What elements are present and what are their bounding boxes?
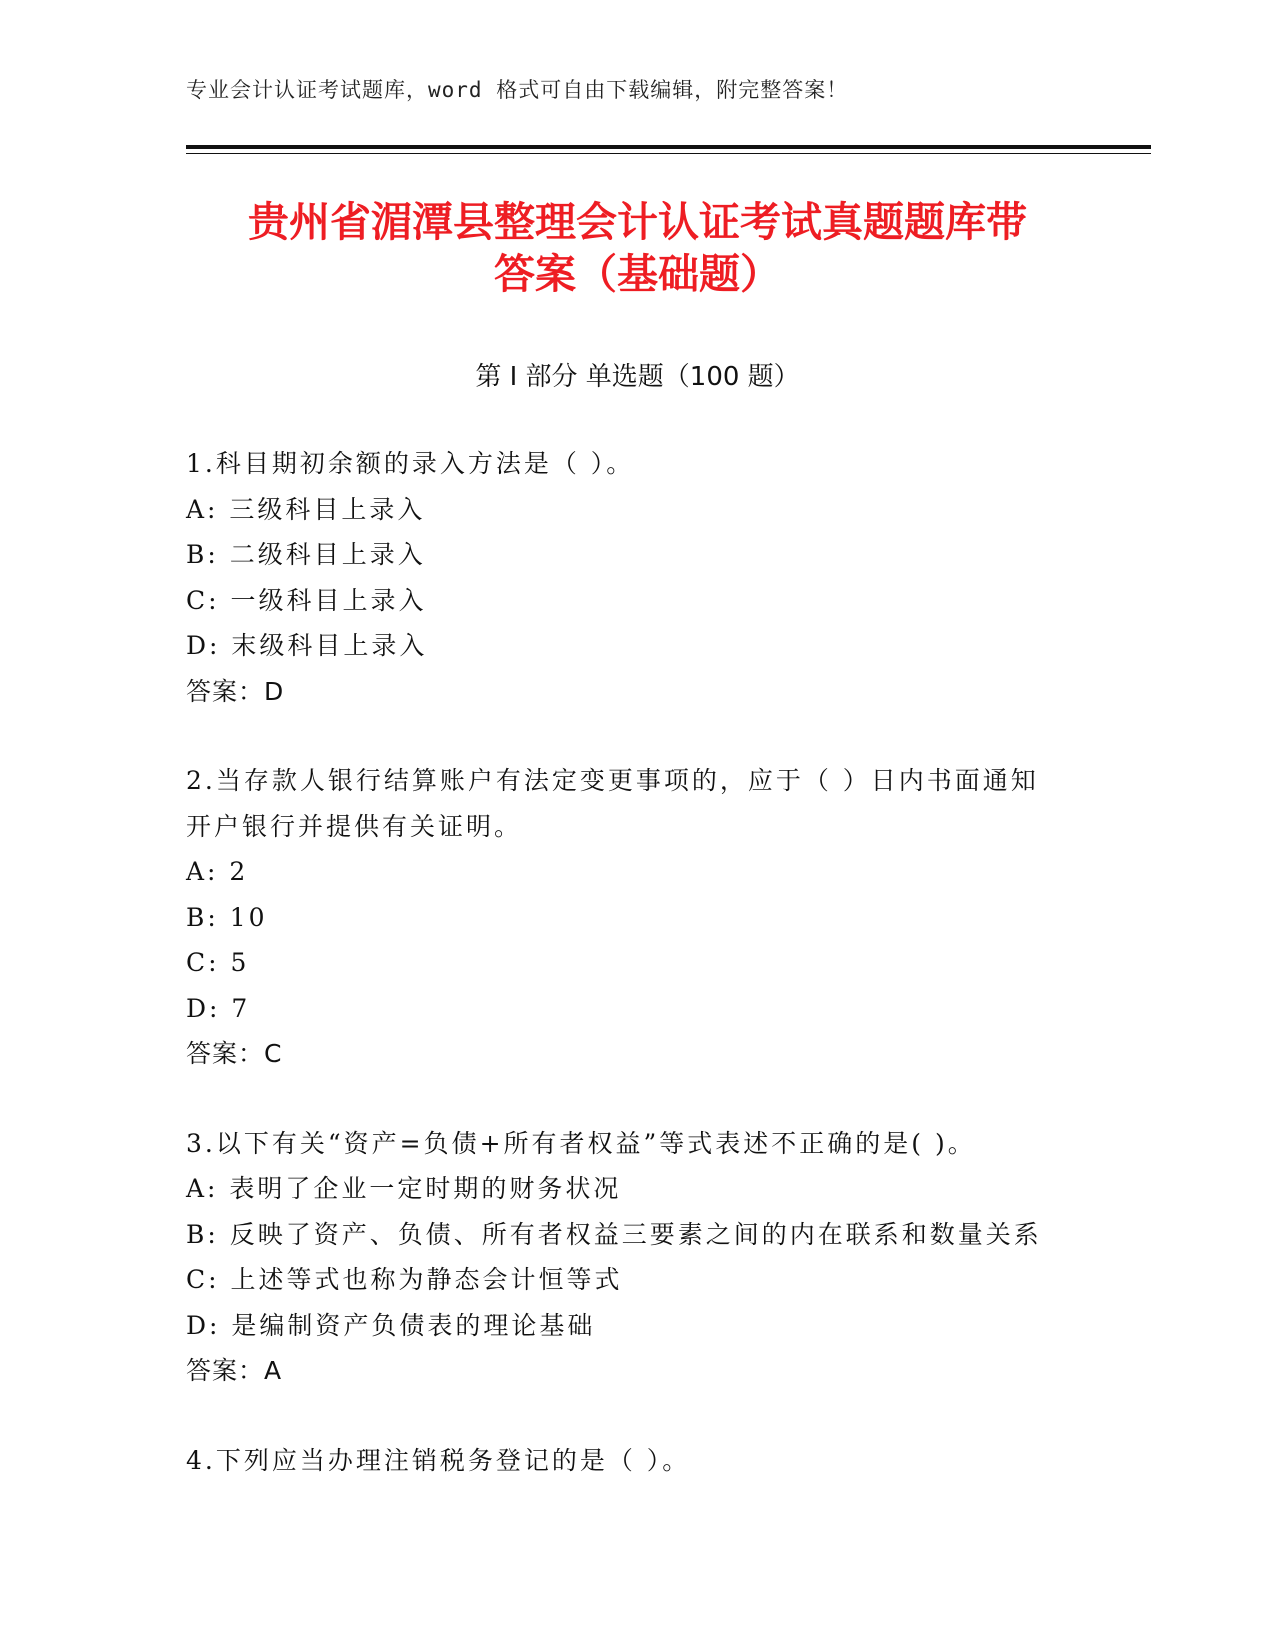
question-stem: 1.科目期初余额的录入方法是（ ）。 [186, 449, 635, 478]
document-title-line-2: 答案（基础题） [494, 250, 781, 298]
option-a: A: 2 [186, 857, 249, 886]
document-title-line-1: 贵州省湄潭县整理会计认证考试真题题库带 [248, 198, 1027, 246]
question-stem: 2.当存款人银行结算账户有法定变更事项的，应于（ ）日内书面通知开户银行并提供有关证明。 [186, 766, 1039, 841]
option-d: D: 7 [186, 993, 251, 1023]
option-c: C: 上述等式也称为静态会计恒等式 [186, 1265, 623, 1294]
header-rule-thin [186, 153, 1151, 154]
header-note: 专业会计认证考试题库，word 格式可自由下载编辑，附完整答案！ [186, 78, 849, 102]
option-d: D: 是编制资产负债表的理论基础 [186, 1310, 596, 1340]
question-3 [186, 1121, 1086, 1394]
option-d: D: 末级科目上录入 [186, 631, 428, 660]
question-2 [186, 758, 1086, 1077]
question-stem: 3.以下有关“资产=负债+所有者权益”等式表述不正确的是( )。 [186, 1128, 976, 1158]
answer-line: 答案：D [186, 676, 285, 706]
section-heading: 第 I 部分 单选题（100 题） [475, 362, 800, 392]
question-1 [186, 441, 1086, 714]
option-b: B: 二级科目上录入 [186, 540, 426, 569]
question-stem: 4.下列应当办理注销税务登记的是（ ）。 [186, 1445, 691, 1475]
option-b: B: 10 [186, 902, 268, 932]
option-c: C: 一级科目上录入 [186, 585, 427, 615]
option-c: C: 5 [186, 948, 250, 977]
answer-line: 答案：A [186, 1356, 283, 1385]
document-title [150, 196, 1125, 300]
answer-line: 答案：C [186, 1039, 283, 1068]
option-a: A: 三级科目上录入 [186, 494, 426, 524]
question-list [186, 441, 1086, 1527]
question-4 [186, 1438, 1086, 1484]
header-rule-thick [186, 145, 1151, 149]
option-a: A: 表明了企业一定时期的财务状况 [186, 1174, 622, 1203]
option-b: B: 反映了资产、负债、所有者权益三要素之间的内在联系和数量关系 [186, 1219, 1042, 1249]
